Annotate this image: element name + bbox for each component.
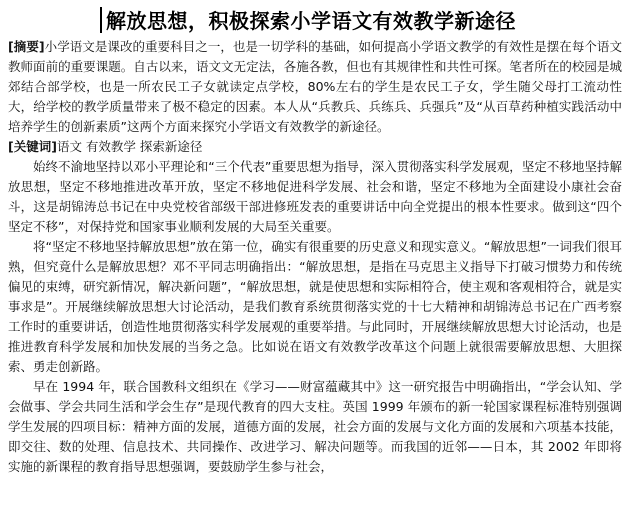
body-paragraph-2: 将“坚定不移地坚持解放思想”放在第一位，确实有很重要的历史意义和现实意义。“解放思想”一词我们很耳熟，但究竟什么是解放思想？邓不平同志明确指出：“解放思想，是指在马克思主义指导下打破习惯势力和传统偏见的束缚，研究新情况，解决新问题”，“解放思想，就是使思想和实际相符合，使主观和客观相符合，就是实事求是”。开展继续解放思想大讨论活动，是我们教育系统贯彻落实党的十七大精神和胡锦涛总书记在广西考察工作时的重要讲话，创造性地贯彻落实科学发展观的重要举措。与此同时，开展继续解放思想大讨论活动，也是推进教育科学发展和加快发展的当务之急。比如说在语文有效教学改革这个问题上就很需要解放思想、大胆探索、勇走创新路。	[8, 239, 622, 374]
article-body	[8, 37, 622, 477]
keywords-label: [关键词]	[8, 139, 57, 154]
body-paragraph-3: 早在 1994 年，联合国教科文组织在《学习——财富蕴藏其中》这一研究报告中明确指出，“学会认知、学会做事、学会共同生活和学会生存”是现代教育的四大支柱。英国 1999 年颁布的新一轮国家课程标准特别强调学生发展的四项目标：精神方面的发展，道德方面的发展，社会方面的发展与文化方面的发展和六项基本技能，即交往、数的处理、信息技术、共同操作、改进学习、解决问题等。而我国的近邻——日本，其 2002 年即将实施的新课程的教育指导思想强调，要鼓励学生参与社会，	[8, 379, 622, 474]
article-title: 解放思想，积极探索小学语文有效教学新途径	[106, 9, 516, 33]
abstract-text: 小学语文是课改的重要科目之一，也是一切学科的基础，如何提高小学语文教学的有效性是摆在每个语文教师面前的重要课题。自古以来，语文文无定法，各施各教，但也有其规律性和共性可探。笔者所在的校园是城郊结合部学校，也是一所农民工子女就读定点学校，80%左右的学生是农民工子女，学生随父母打工流动性大，给学校的教学质量带来了极不稳定的因素。本人从“兵教兵、兵练兵、兵强兵”及“从百草药种植实践活动中培养学生的创新素质”这两个方面来探究小学语文有效教学的新途径。	[8, 39, 622, 134]
title-area	[0, 4, 629, 36]
abstract-paragraph	[8, 37, 622, 137]
title-bar-mark	[100, 7, 102, 33]
keywords-paragraph	[8, 137, 622, 157]
body-paragraph-1: 始终不渝地坚持以邓小平理论和“三个代表”重要思想为指导，深入贯彻落实科学发展观，坚定不移地坚持解放思想，坚定不移地推进改革开放，坚定不移地促进科学发展、社会和谐，坚定不移地为全面建设小康社会奋斗，这是胡锦涛总书记在中央党校省部级干部进修班发表的重要讲话中向全党提出的根本性要求。做到这“四个坚定不移”，对保持党和国家事业顺利发展的大局至关重要。	[8, 159, 622, 234]
keywords-text: 语文 有效教学 探索新途径	[56, 139, 203, 154]
abstract-label: [摘要]	[8, 39, 45, 54]
